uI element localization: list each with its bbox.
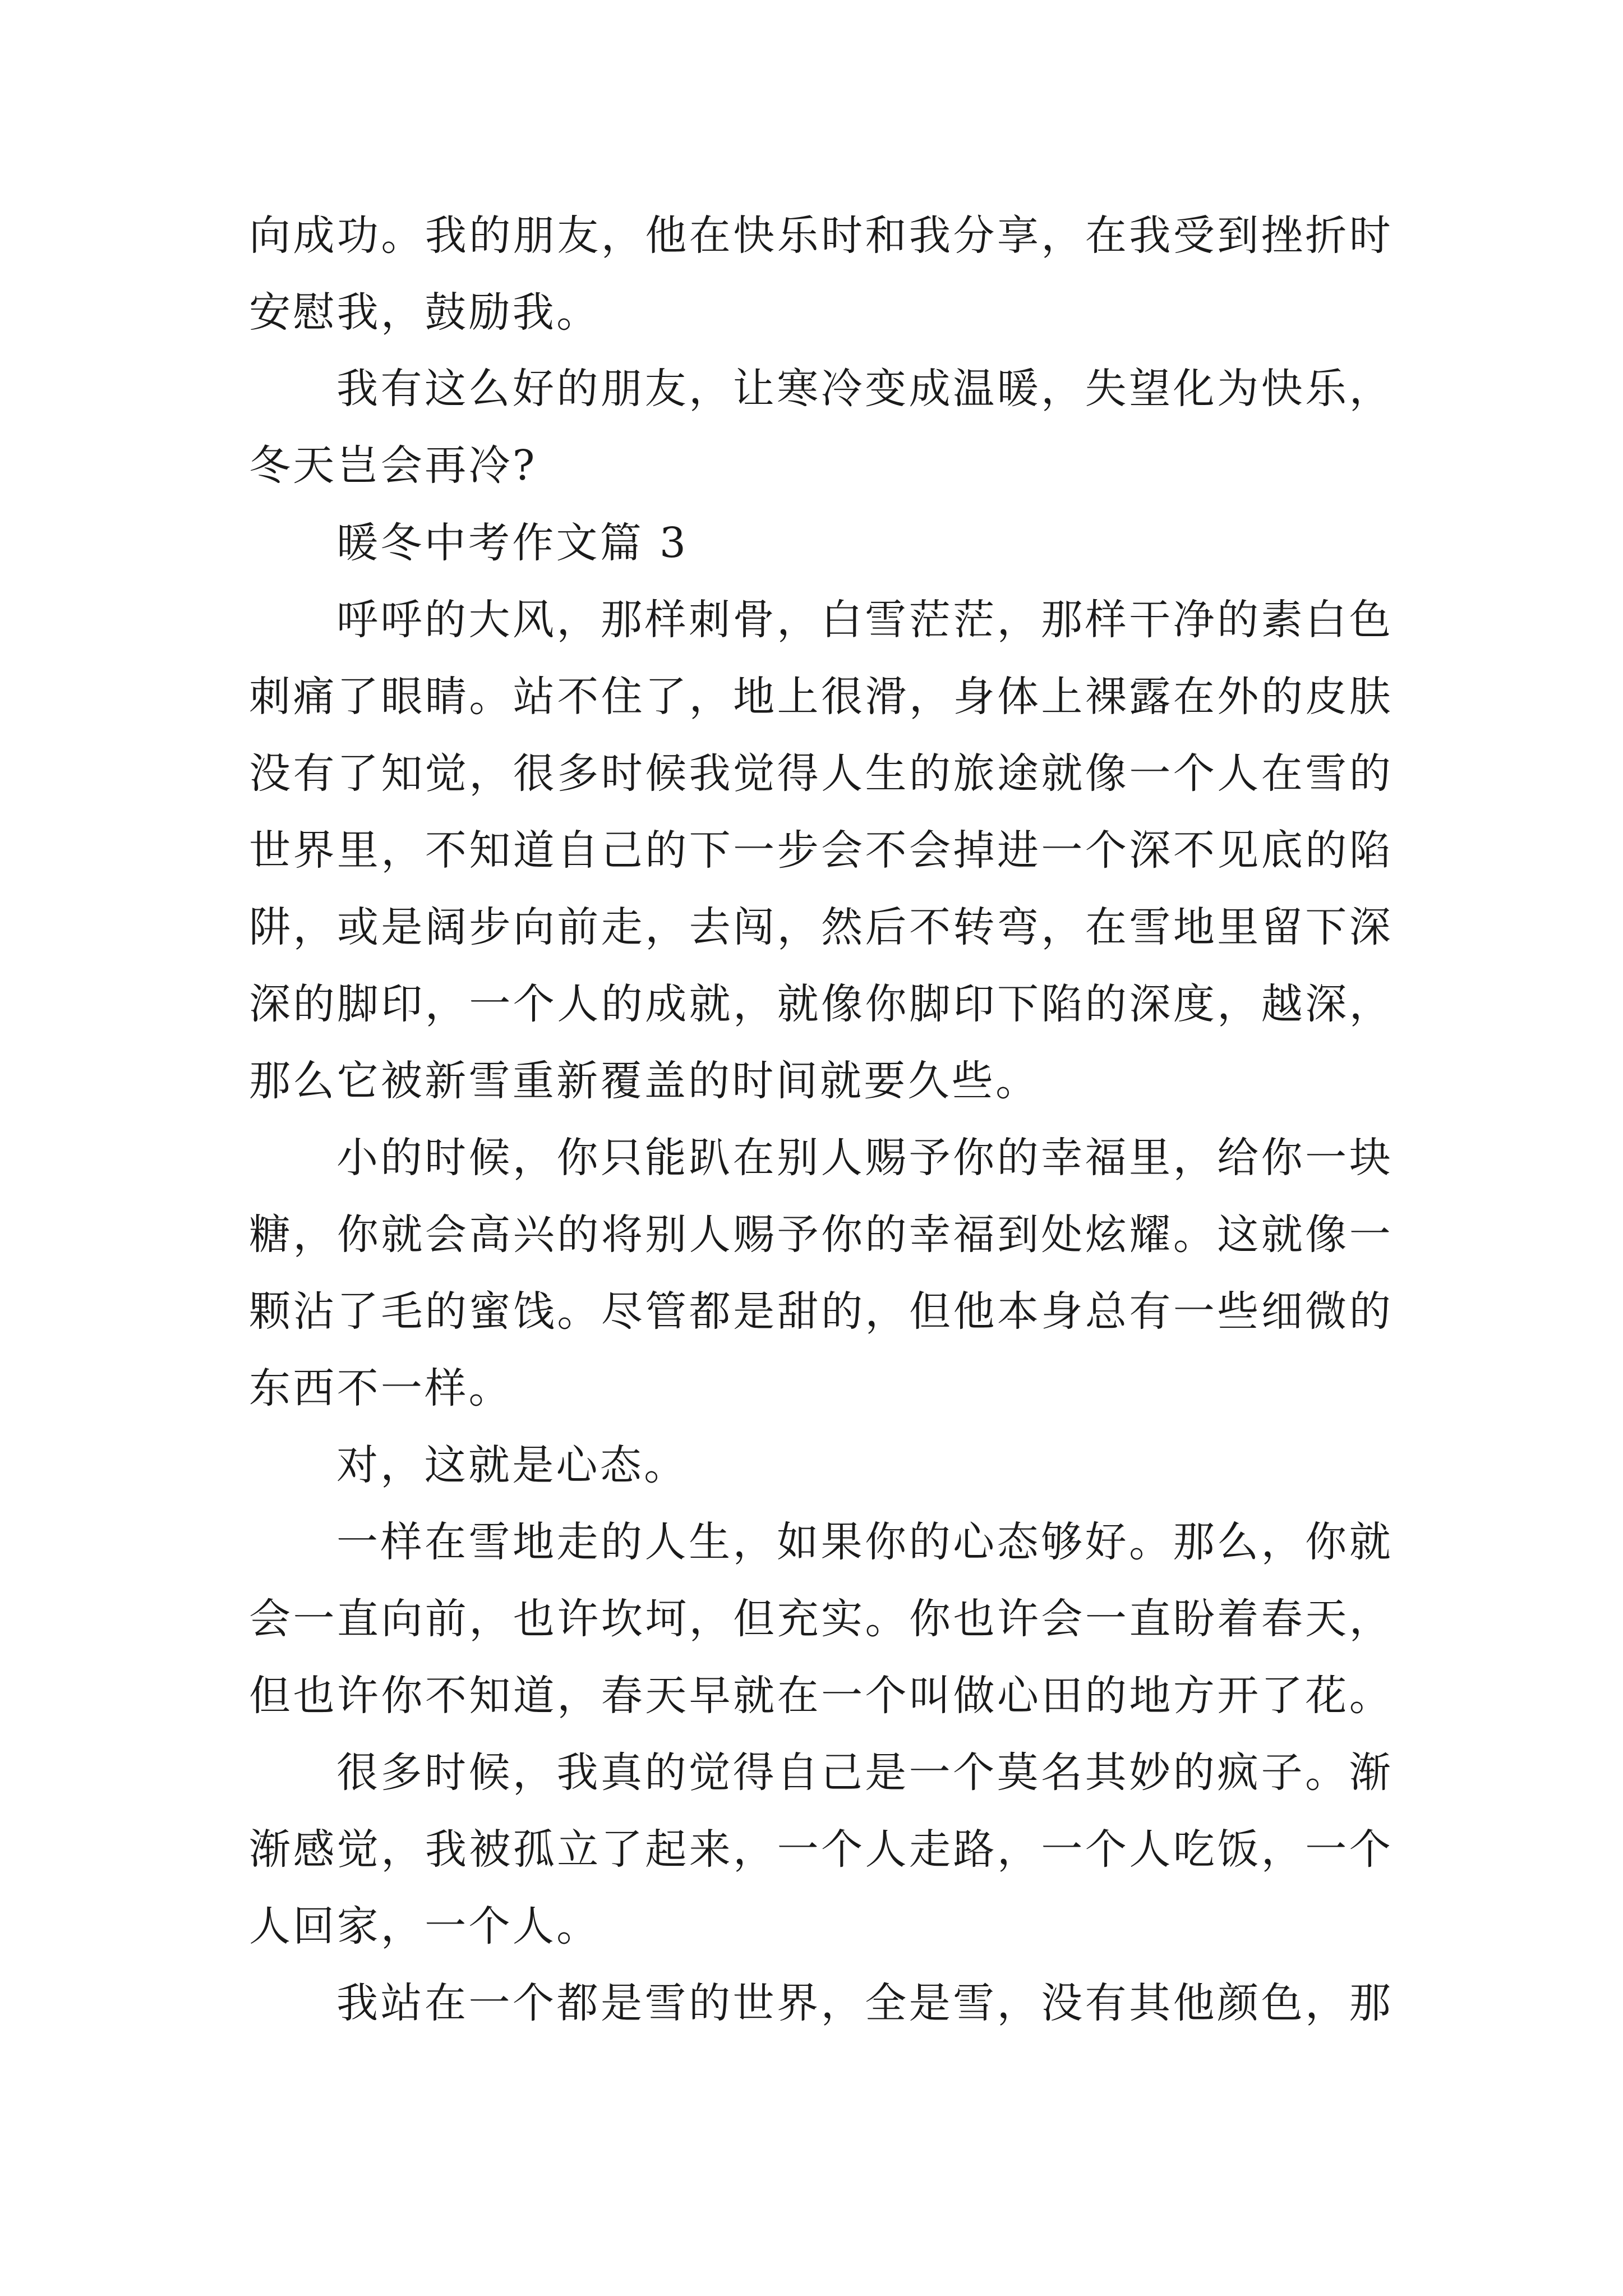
text-line: 糖，你就会高兴的将别人赐予你的幸福到处炫耀。这就像一: [249, 1211, 1393, 1259]
text-line: 深的脚印，一个人的成就，就像你脚印下陷的深度，越深，: [249, 980, 1393, 1028]
text-line: 没有了知觉，很多时候我觉得人生的旅途就像一个人在雪的: [249, 749, 1393, 798]
text-line: 东西不一样。: [249, 1364, 513, 1412]
text-line: 但也许你不知道，春天早就在一个叫做心田的地方开了花。: [249, 1672, 1393, 1720]
text-line: 我站在一个都是雪的世界，全是雪，没有其他颜色，那: [336, 1979, 1393, 2027]
text-line: 颗沾了毛的蜜饯。尽管都是甜的，但他本身总有一些细微的: [249, 1287, 1393, 1336]
text-line: 世界里，不知道自己的下一步会不会掉进一个深不见底的陷: [249, 826, 1393, 875]
text-line: 会一直向前，也许坎坷，但充实。你也许会一直盼着春天，: [249, 1595, 1393, 1643]
section-heading: 暖冬中考作文篇 3: [336, 519, 689, 567]
text-line: 人回家，一个人。: [249, 1902, 601, 1950]
text-line: 小的时候，你只能趴在别人赐予你的幸福里，给你一块: [336, 1134, 1393, 1182]
text-line: 我有这么好的朋友，让寒冷变成温暖，失望化为快乐，: [336, 365, 1393, 413]
text-line: 冬天岂会再冷?: [249, 441, 537, 490]
text-line: 向成功。我的朋友，他在快乐时和我分享，在我受到挫折时: [249, 211, 1393, 260]
text-line: 安慰我，鼓励我。: [249, 288, 601, 337]
text-line: 渐感觉，我被孤立了起来，一个人走路，一个人吃饭，一个: [249, 1825, 1393, 1874]
text-line: 刺痛了眼睛。站不住了，地上很滑，身体上裸露在外的皮肤: [249, 673, 1393, 721]
text-line: 一样在雪地走的人生，如果你的心态够好。那么，你就: [336, 1518, 1393, 1566]
text-line: 阱，或是阔步向前走，去闯，然后不转弯，在雪地里留下深: [249, 903, 1393, 951]
text-line: 很多时候，我真的觉得自己是一个莫名其妙的疯子。渐: [336, 1749, 1393, 1797]
text-line: 那么它被新雪重新覆盖的时间就要久些。: [249, 1057, 1040, 1105]
text-line: 对，这就是心态。: [336, 1441, 688, 1489]
text-line: 呼呼的大风，那样刺骨，白雪茫茫，那样干净的素白色: [336, 596, 1393, 644]
